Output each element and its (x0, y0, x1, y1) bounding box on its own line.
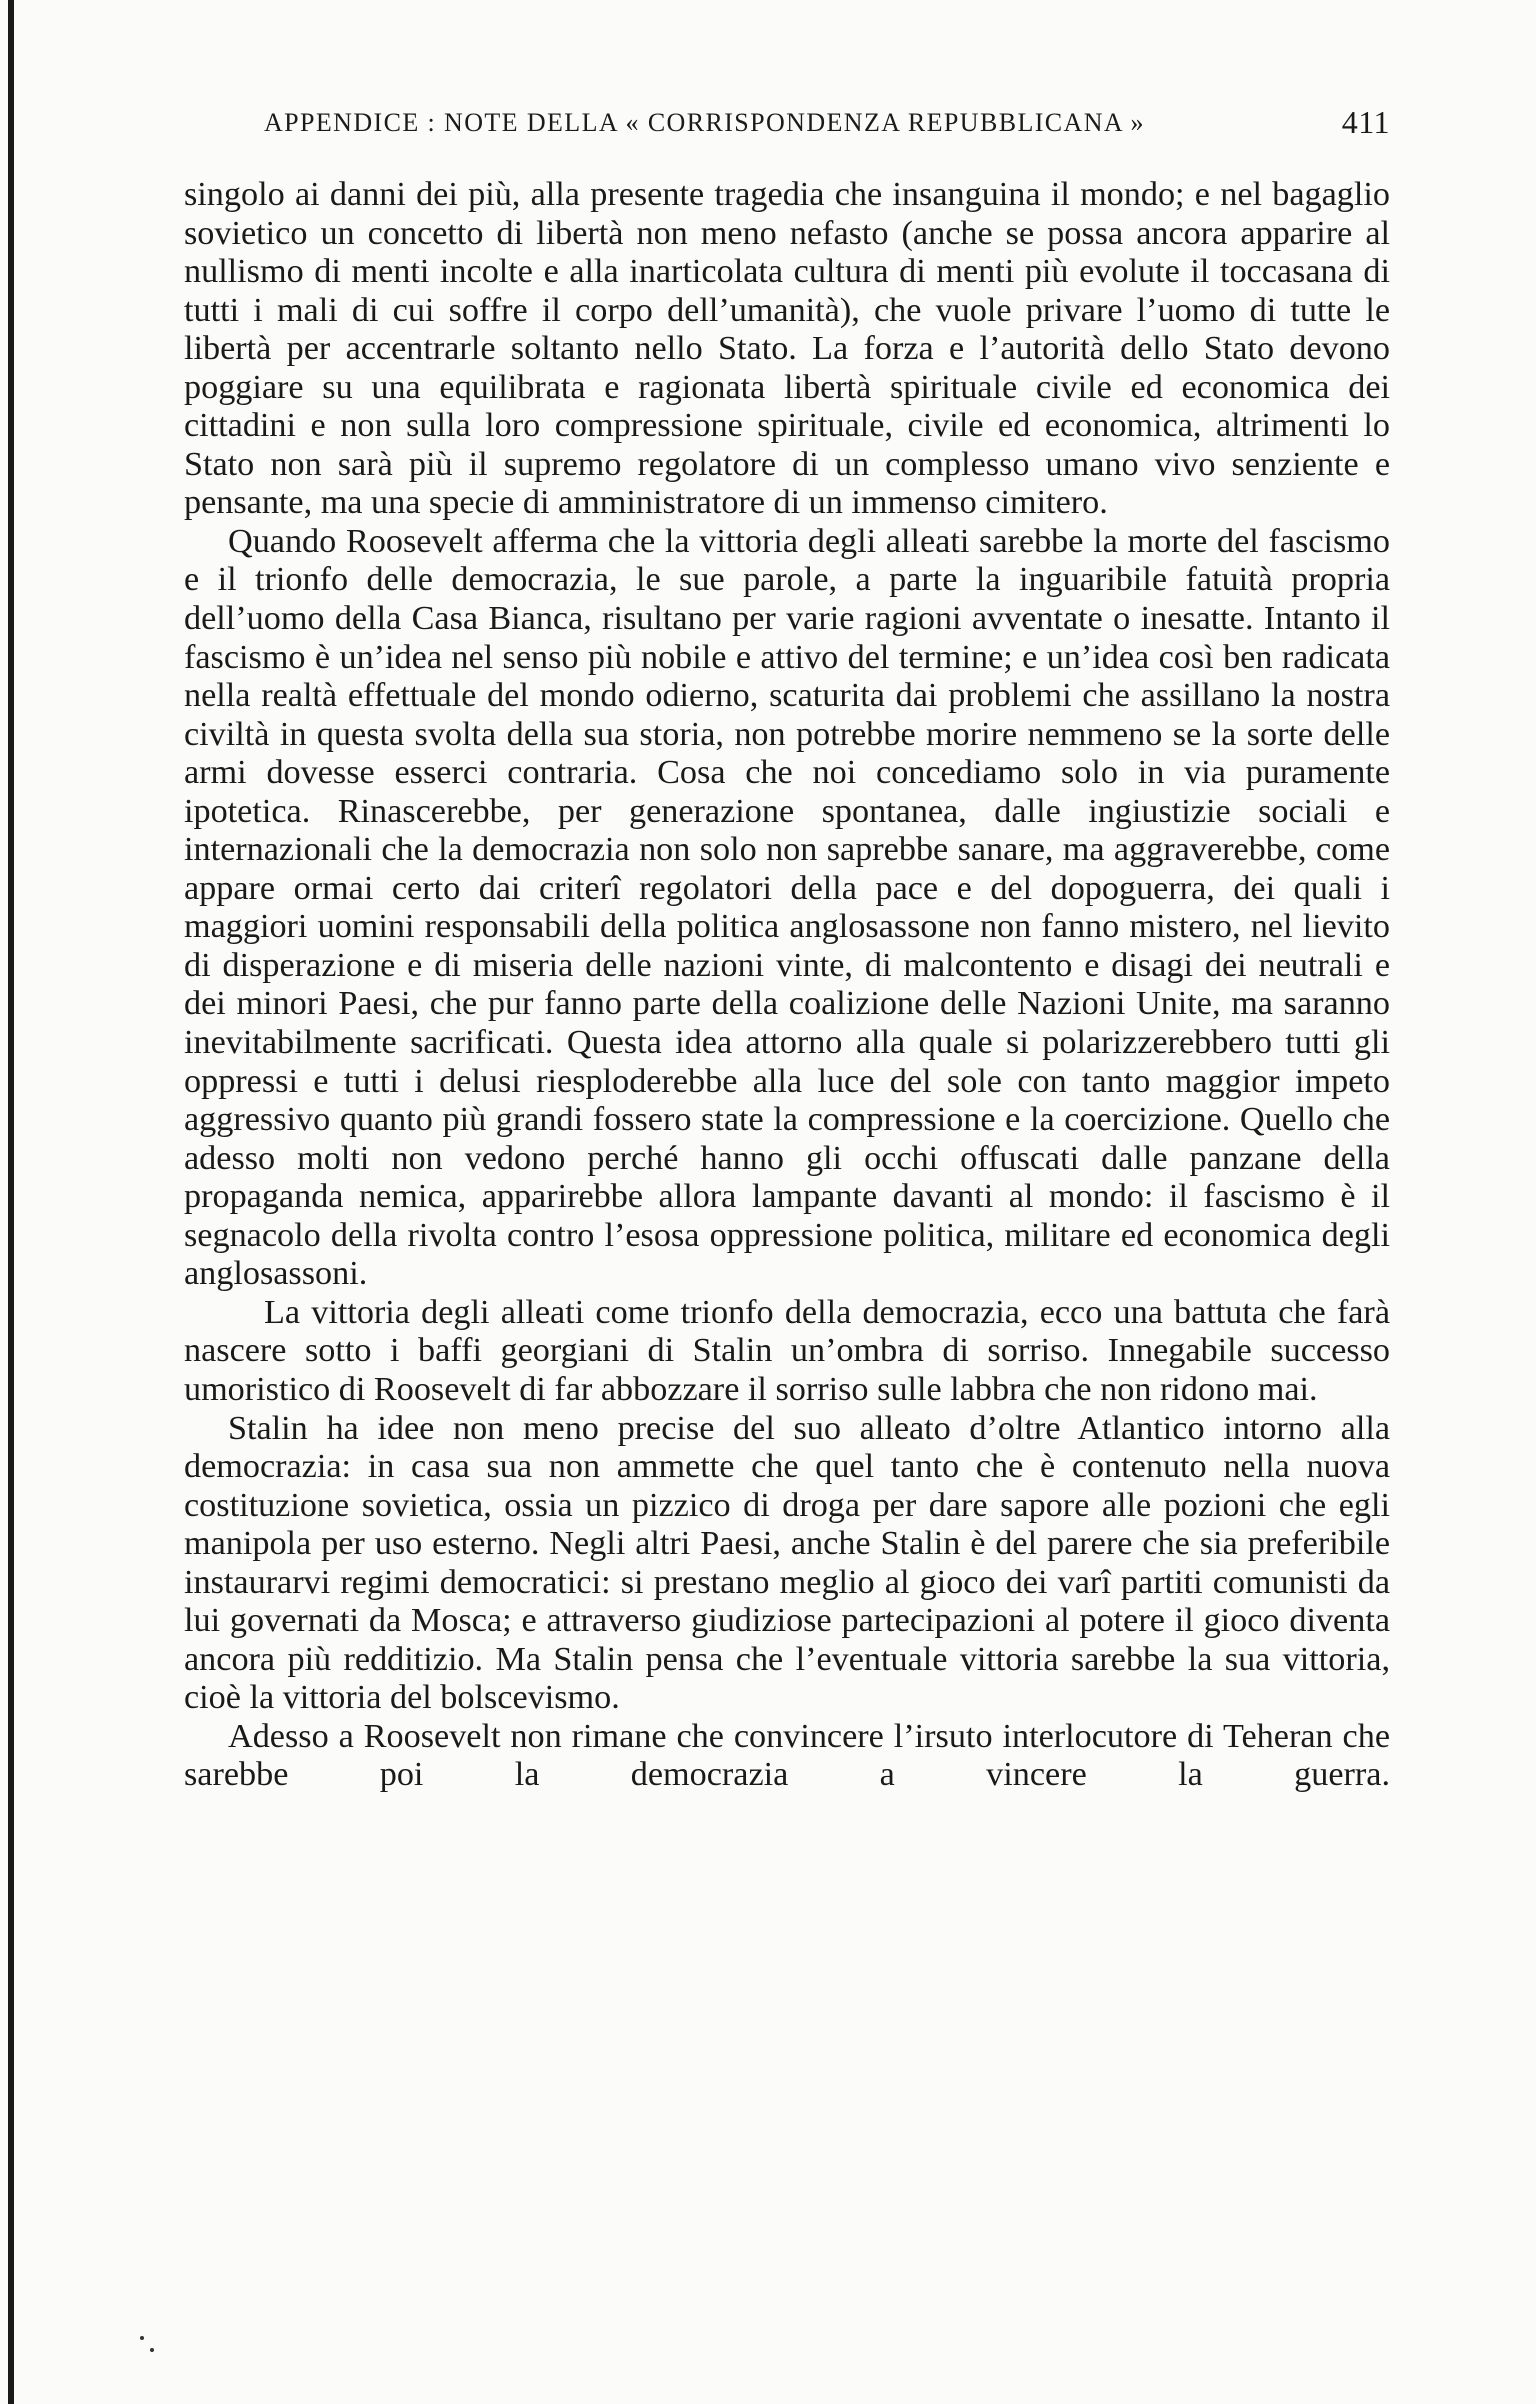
print-speck (140, 2336, 144, 2340)
paragraph-vittoria-alleati: La vittoria degli alleati come trionfo della democrazia, ecco una battuta che farà nascere sotto i baffi georgiani di Stalin un’ombra di sorriso. Innegabile successo umoristico di Roosevelt di far abbozzare il sorriso sulle labbra che non ridono mai. (184, 1293, 1390, 1408)
page-edge-shadow (8, 0, 14, 2404)
running-header-title: APPENDICE : NOTE DELLA « CORRISPONDENZA REPUBBLICANA » (264, 108, 1145, 137)
running-header (264, 104, 1390, 148)
paragraph-roosevelt: Quando Roosevelt afferma che la vittoria degli alleati sarebbe la morte del fascismo e il trionfo delle democrazia, le sue parole, a parte la inguaribile fatuità propria dell’uomo della Casa Bianca, risultano per varie ragioni avventate o inesatte. Intanto il fascismo è un’idea nel senso più nobile e attivo del termine; e un’idea così ben radicata nella realtà effettuale del mondo odierno, scaturita dai problemi che assillano la nostra civiltà in questa svolta della sua storia, non potrebbe morire nemmeno se la sorte delle armi dovesse esserci contraria. Cosa che noi concediamo solo in via puramente ipotetica. Rinascerebbe, per generazione spontanea, dalle ingiustizie sociali e internazionali che la democrazia non solo non saprebbe sanare, ma aggraverebbe, come appare ormai certo dai criterî regolatori della pace e del dopoguerra, dei quali i maggiori uomini responsabili della politica anglosassone non fanno mistero, nel lievito di disperazione e di miseria delle nazioni vinte, di malcontento e disagi dei neutrali e dei minori Paesi, che pur fanno parte della coalizione delle Nazioni Unite, ma saranno inevitabilmente sacrificati. Questa idea attorno alla quale si polarizzerebbero tutti gli oppressi e tutti i delusi riesploderebbe alla luce del sole con tanto maggior impeto aggressivo quanto più grandi fossero state la compressione e la coercizione. Quello che adesso molti non vedono perché hanno gli occhi offuscati dalle panzane della propaganda nemica, apparirebbe allora lampante davanti al mondo: il fascismo è il segnacolo della rivolta contro l’esosa oppressione politica, militare ed economica degli anglosassoni. (184, 522, 1390, 1293)
print-speck (150, 2348, 154, 2352)
paragraph-conclusion: Adesso a Roosevelt non rimane che convincere l’irsuto interlocutore di Teheran che sarebbe poi la democrazia a vincere la guerra. (184, 1717, 1390, 1794)
paragraph-stalin: Stalin ha idee non meno precise del suo alleato d’oltre Atlantico intorno alla democrazia: in casa sua non ammette che quel tanto che è contenuto nella nuova costituzione sovietica, ossia un pizzico di droga per dare sapore alle pozioni che egli manipola per uso esterno. Negli altri Paesi, anche Stalin è del parere che sia preferibile instaurarvi regimi democratici: si prestano meglio al gioco dei varî partiti comunisti da lui governati da Mosca; e attraverso giudiziose partecipazioni al potere il gioco diventa ancora più redditizio. Ma Stalin pensa che l’eventuale vittoria sarebbe la sua vittoria, cioè la vittoria del bolscevismo. (184, 1409, 1390, 1717)
body-text (184, 176, 1390, 1795)
paragraph-continued: singolo ai danni dei più, alla presente tragedia che insanguina il mondo; e nel bagaglio sovietico un concetto di libertà non meno nefasto (anche se possa ancora apparire al nullismo di menti incolte e alla inarticolata cultura di menti più evolute il toccasana di tutti i mali di cui soffre il corpo dell’umanità), che vuole privare l’uomo di tutte le libertà per accentrarle soltanto nello Stato. La forza e l’autorità dello Stato devono poggiare su una equilibrata e ragionata libertà spirituale civile ed economica dei cittadini e non sulla loro compressione spirituale, civile ed economica, altrimenti lo Stato non sarà più il supremo regolatore di un complesso umano vivo senziente e pensante, ma una specie di amministratore di un immenso cimitero. (184, 176, 1390, 522)
page-number: 411 (1341, 104, 1390, 140)
